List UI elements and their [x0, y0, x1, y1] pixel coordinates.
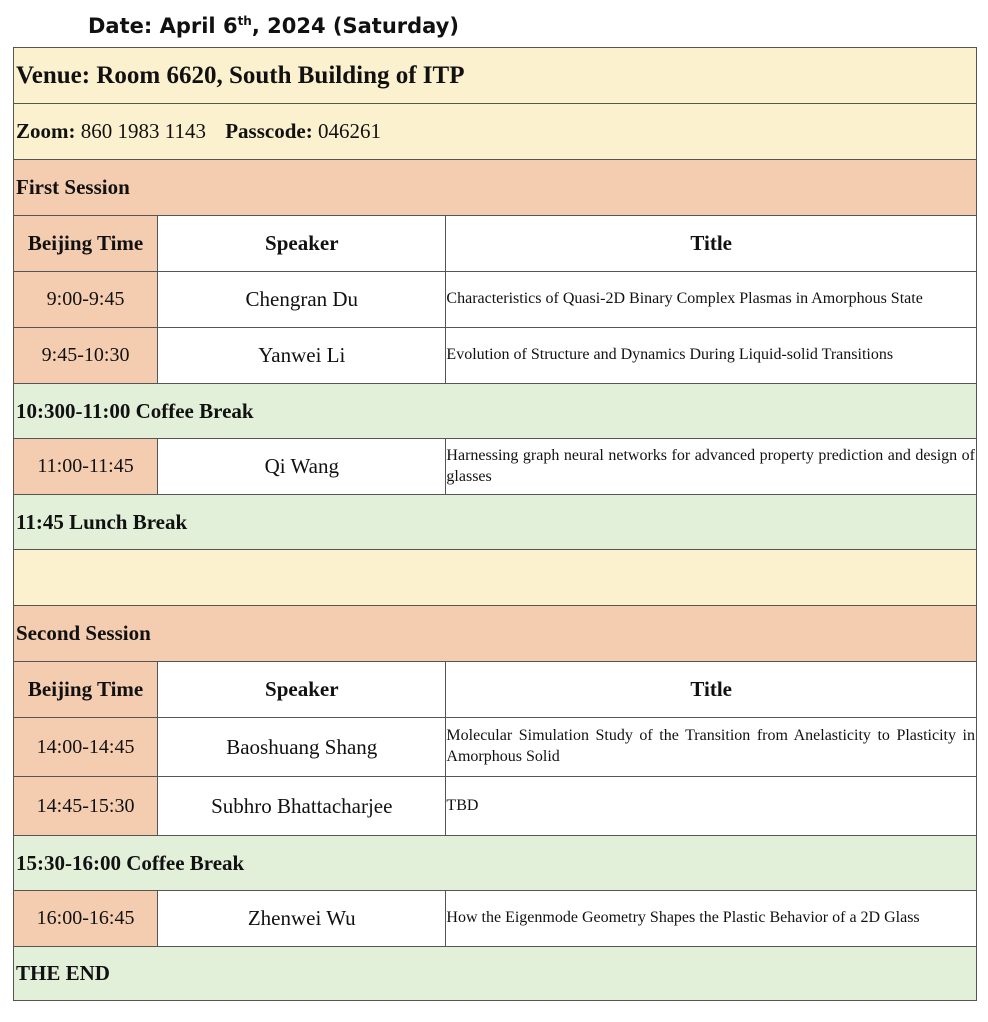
blank-cell — [14, 550, 977, 606]
column-header-time: Beijing Time — [14, 662, 158, 718]
talk-time: 9:45-10:30 — [14, 328, 158, 384]
talk-title: Characteristics of Quasi-2D Binary Complex Plasmas in Amorphous State — [446, 272, 977, 328]
schedule-date — [88, 14, 459, 38]
coffee-break-row — [14, 384, 977, 439]
talk-speaker: Zhenwei Wu — [158, 891, 446, 947]
column-header-time: Beijing Time — [14, 216, 158, 272]
column-header-title: Title — [446, 216, 977, 272]
talk-time: 16:00-16:45 — [14, 891, 158, 947]
venue-row — [14, 48, 977, 104]
talk-time: 14:00-14:45 — [14, 718, 158, 777]
column-header-speaker: Speaker — [158, 216, 446, 272]
second-session-row — [14, 606, 977, 662]
lunch-break-label: 11:45 Lunch Break — [14, 495, 977, 550]
talk-title: Molecular Simulation Study of the Transition from Anelasticity to Plasticity in Amorphous Solid — [446, 718, 977, 777]
passcode-label: Passcode: — [225, 119, 313, 143]
zoom-cell — [14, 104, 977, 160]
talk-title: How the Eigenmode Geometry Shapes the Plastic Behavior of a 2D Glass — [446, 891, 977, 947]
talk-time: 9:00-9:45 — [14, 272, 158, 328]
date-ordinal-suffix: th — [237, 14, 252, 28]
end-row — [14, 947, 977, 1001]
date-text: Date: April 6 — [88, 14, 238, 38]
coffee-break-label: 15:30-16:00 Coffee Break — [14, 836, 977, 891]
coffee-break-row — [14, 836, 977, 891]
lunch-break-row — [14, 495, 977, 550]
end-label: THE END — [14, 947, 977, 1001]
talk-title: TBD — [446, 777, 977, 836]
blank-row — [14, 550, 977, 606]
talk-row — [14, 272, 977, 328]
column-header-speaker: Speaker — [158, 662, 446, 718]
talk-row — [14, 891, 977, 947]
first-session-header-row — [14, 216, 977, 272]
schedule-table — [13, 47, 977, 1001]
zoom-label: Zoom: — [16, 119, 76, 143]
talk-speaker: Chengran Du — [158, 272, 446, 328]
talk-time: 11:00-11:45 — [14, 439, 158, 495]
zoom-id: 860 1983 1143 — [80, 119, 206, 143]
talk-speaker: Yanwei Li — [158, 328, 446, 384]
talk-speaker: Baoshuang Shang — [158, 718, 446, 777]
talk-time: 14:45-15:30 — [14, 777, 158, 836]
talk-row — [14, 328, 977, 384]
zoom-row — [14, 104, 977, 160]
passcode-value: 046261 — [317, 119, 381, 143]
talk-title: Evolution of Structure and Dynamics During Liquid-solid Transitions — [446, 328, 977, 384]
talk-title: Harnessing graph neural networks for advanced property prediction and design of glasses — [446, 439, 977, 495]
talk-speaker: Subhro Bhattacharjee — [158, 777, 446, 836]
talk-speaker: Qi Wang — [158, 439, 446, 495]
second-session-header-row — [14, 662, 977, 718]
talk-row — [14, 718, 977, 777]
coffee-break-label: 10:300-11:00 Coffee Break — [14, 384, 977, 439]
first-session-row — [14, 160, 977, 216]
second-session-heading: Second Session — [14, 606, 977, 662]
talk-row — [14, 777, 977, 836]
talk-row — [14, 439, 977, 495]
venue-cell — [14, 48, 977, 104]
venue-text: Venue: Room 6620, South Building of ITP — [16, 61, 465, 89]
first-session-heading: First Session — [14, 160, 977, 216]
date-text-suffix: , 2024 (Saturday) — [251, 14, 459, 38]
column-header-title: Title — [446, 662, 977, 718]
